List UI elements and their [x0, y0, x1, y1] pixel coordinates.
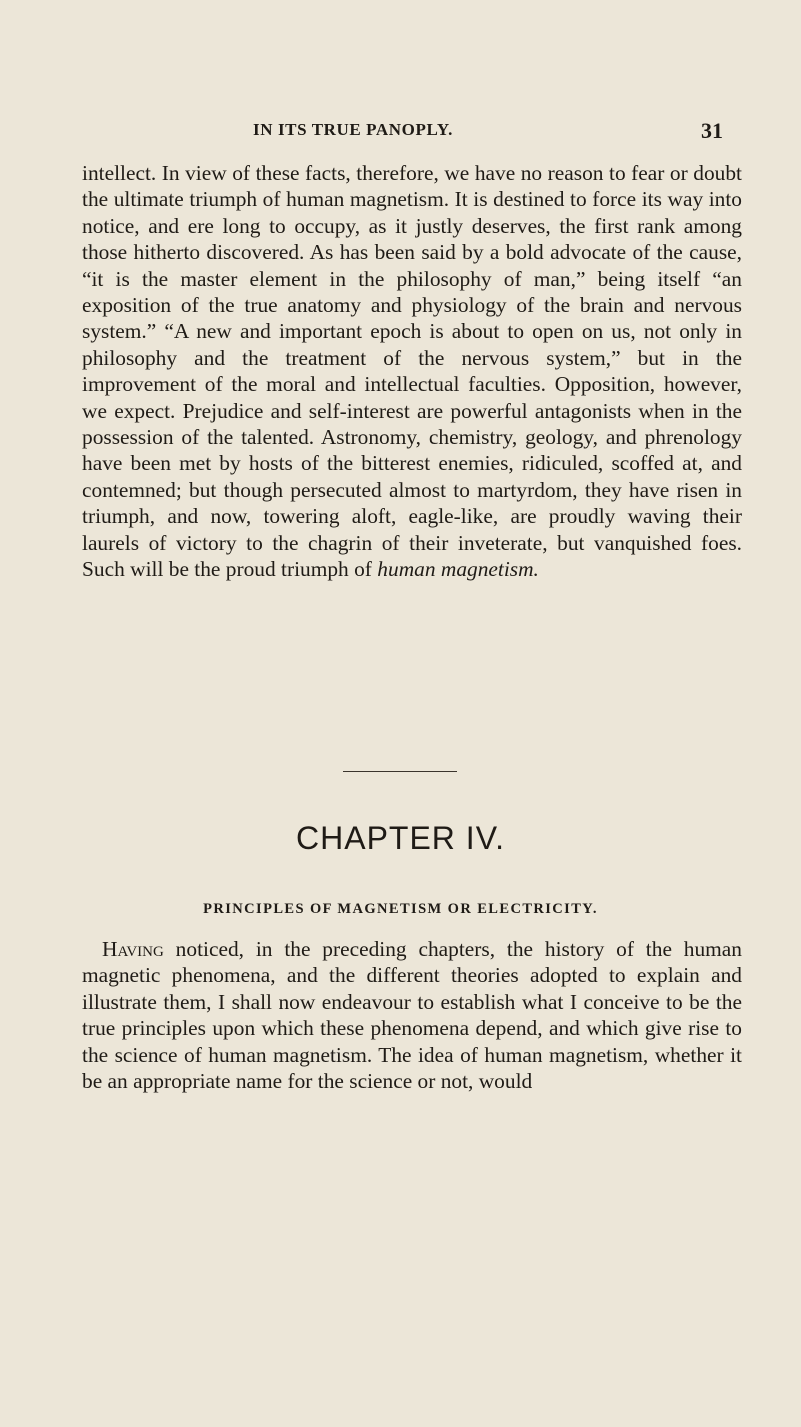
paragraph-2-lead: Having — [102, 937, 164, 961]
page-number: 31 — [701, 118, 723, 143]
section-divider — [343, 771, 457, 772]
paragraph-1 — [82, 160, 742, 583]
page-header — [253, 120, 723, 146]
chapter-title: CHAPTER IV. — [296, 820, 505, 856]
paragraph-2 — [82, 936, 742, 1094]
paragraph-1-italic: human magnetism. — [377, 557, 539, 582]
chapter-subtitle: PRINCIPLES OF MAGNETISM OR ELECTRICITY. — [203, 901, 598, 917]
paragraph-2-text: noticed, in the preceding chapters, the history of the human magnetic phenomena, and the different theories adopted to explain and illustrate them, I shall now endeavour to establish what I conceive to be the true principles upon which these phenomena depend, and which give rise to the science of human magnetism. The idea of human magnetism, whether it be an appropriate name for the science or not, would — [82, 937, 742, 1094]
running-head: IN ITS TRUE PANOPLY. — [253, 120, 454, 139]
paragraph-1-text: intellect. In view of these facts, therefore, we have no reason to fear or doubt the ultimate triumph of human magnetism. It is destined to force its way into notice, and ere long to occupy, as it justly deserves, the first rank among those hitherto discovered. As has been said by a bold advocate of the cause, “it is the master element in the philosophy of man,” being itself “an exposition of the true anatomy and physiology of the brain and nervous system.” “A new and important epoch is about to open on us, not only in philosophy and the treatment of the nervous system,” but in the improvement of the moral and intellectual faculties. Opposition, however, we expect. Prejudice and self-interest are powerful antagonists when in the possession of the talented. Astronomy, chemistry, geology, and phrenology have been met by hosts of the bitterest enemies, ridiculed, scoffed at, and contemned; but though persecuted almost to martyrdom, they have risen in triumph, and now, towering aloft, eagle-like, are proudly waving their laurels of victory to the chagrin of their inveterate, but vanquished foes. Such will be the proud triumph of — [82, 161, 742, 582]
